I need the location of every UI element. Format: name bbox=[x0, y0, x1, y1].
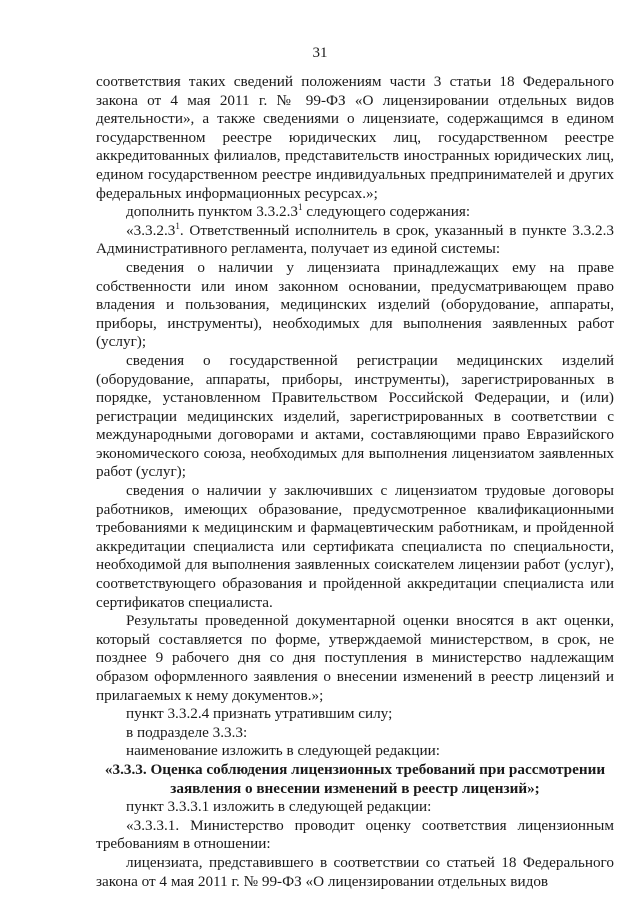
paragraph-3 bbox=[96, 222, 614, 259]
paragraph-5: сведения о государственной регистрации медицинских изделий (оборудование, аппараты, приборы, инструменты), зарегистрированных в порядке, установленном Правительством Российской Федерации, и (или) регистрации медицинских изделий, зарегистрированных в соответствии с международными договорами и актами, составляющими право Евразийского экономического союза, необходимых для выполнения лицензиатом заявленных работ (услуг); bbox=[96, 351, 614, 481]
paragraph-2 bbox=[96, 203, 614, 222]
document-body bbox=[96, 73, 614, 891]
paragraph-3-tail: . Ответственный исполнитель в срок, указанный в пункте 3.3.2.3 Административного регламента, получает из единой системы: bbox=[96, 221, 614, 258]
paragraph-13: «3.3.3.1. Министерство проводит оценку соответствия лицензионным требованиям в отношении: bbox=[96, 816, 614, 853]
section-heading: «3.3.3. Оценка соблюдения лицензионных требований при рассмотрении заявления о внесении изменений в реестр лицензий»; bbox=[104, 760, 606, 797]
paragraph-3-text: «3.3.2.3 bbox=[126, 221, 176, 239]
paragraph-1: соответствия таких сведений положениям части 3 статьи 18 Федерального закона от 4 мая 2011 г. № 99-ФЗ «О лицензировании отдельных видов деятельности», а также сведениями о лицензиате, содержащимся в едином государственном реестре юридических лиц, государственном реестре аккредитованных филиалов, представительств иностранных юридических лиц, едином государственном реестре индивидуальных предпринимателей и других федеральных информационных ресурсах.»; bbox=[96, 73, 614, 202]
paragraph-10: наименование изложить в следующей редакции: bbox=[126, 742, 440, 760]
page-number: 31 bbox=[312, 45, 328, 61]
paragraph-6: сведения о наличии у заключивших с лицензиатом трудовые договоры работников, имеющих образование, предусмотренное квалификационными требованиями к медицинским и фармацевтическим работникам, и пройденной аккредитации специалиста или сертификата специалиста по специальности, необходимой для выполнения заявленных соискателем лицензии работ (услуг), соответствующего образования и пройденной аккредитации специалиста или сертификатов специалиста. bbox=[96, 482, 614, 611]
paragraph-14: лицензиата, представившего в соответствии со статьей 18 Федерального закона от 4 мая 2011 г. № 99-ФЗ «О лицензировании отдельных видов bbox=[96, 853, 614, 890]
paragraph-2-tail: следующего содержания: bbox=[302, 203, 471, 221]
paragraph-9: в подразделе 3.3.3: bbox=[126, 723, 248, 741]
paragraph-4: сведения о наличии у лицензиата принадлежащих ему на праве собственности или ином законном основании, предусматривающем право владения и пользования, медицинских изделий (оборудование, аппараты, приборы, инструменты), необходимых для выполнения заявленных работ (услуг); bbox=[96, 258, 614, 351]
paragraph-8: пункт 3.3.2.4 признать утратившим силу; bbox=[126, 705, 393, 723]
superscript-mark: 1 bbox=[297, 202, 303, 213]
paragraph-7: Результаты проведенной документарной оценки вносятся в акт оценки, который составляется по форме, утверждаемой министерством, в срок, не позднее 9 рабочего дня со дня поступления в министерство надлежащим образом оформленного заявления о внесении изменений в реестр лицензий и прилагаемых к нему документов.»; bbox=[96, 612, 614, 704]
superscript-mark: 1 bbox=[175, 220, 180, 231]
paragraph-2-text: дополнить пунктом 3.3.2.3 bbox=[126, 203, 298, 221]
paragraph-12: пункт 3.3.3.1 изложить в следующей редакции: bbox=[126, 798, 432, 816]
